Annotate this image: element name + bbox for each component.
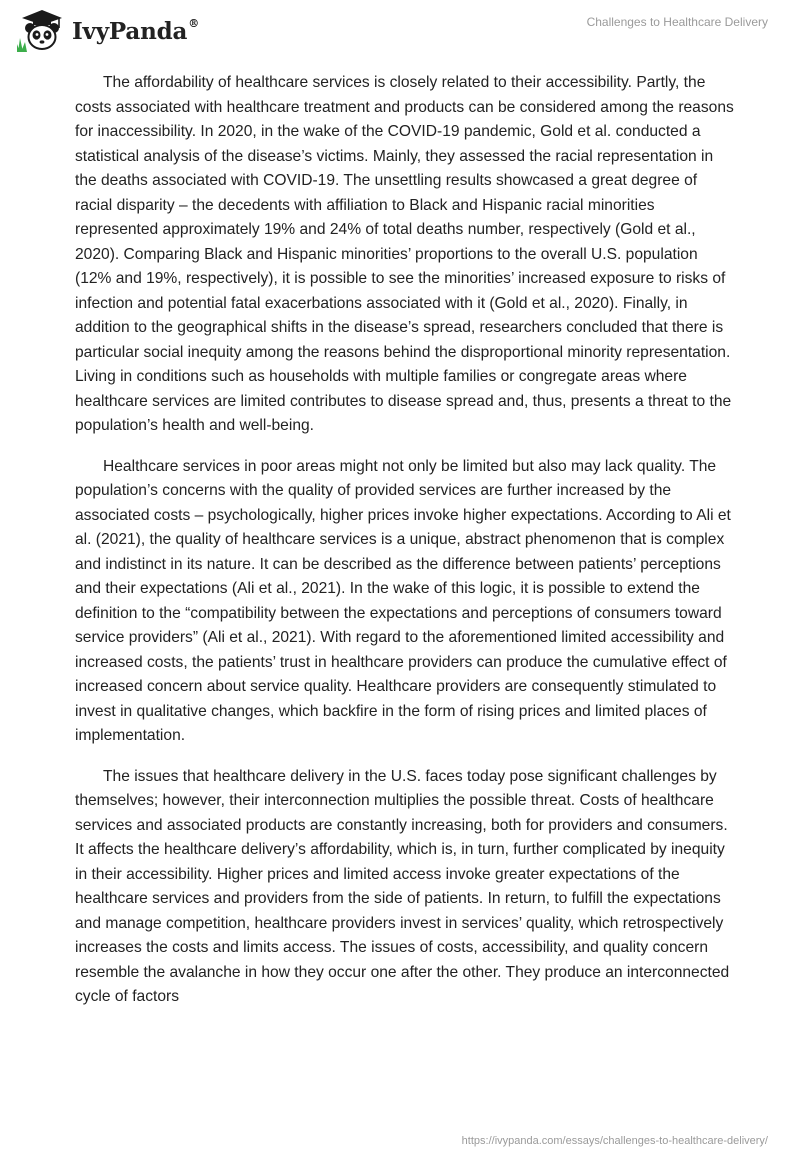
paragraph: The issues that healthcare delivery in the U.S. faces today pose significant challenges by themselves; however, their interconnection multiplies the possible threat. Costs of healthcare services and associated products are constantly increasing, both for providers and consumers. It affects the healthcare delivery’s affordability, which is, in turn, further complicated by inequity in their accessibility. Higher prices and limited access invoke greater expectations of the healthcare services and providers from the side of patients. In return, to fulfill the expectations and manage competition, healthcare providers invest in services’ quality, which retrospectively increases the costs and limits access. The issues of costs, accessibility, and quality concern resemble the avalanche in how they occur one after the other. They produce an interconnected cycle of factors	[75, 767, 730, 1005]
paragraph: The affordability of healthcare services is closely related to their accessibility. Partly, the costs associated with healthcare treatment and products can be considered among the reasons for inaccessibility. In 2020, in the wake of the COVID-19 pandemic, Gold et al. conducted a statistical analysis of the disease’s victims. Mainly, they assessed the racial representation in the deaths associated with COVID-19. The unsettling results showcased a great degree of racial disparity – the decedents with affiliation to Black and Hispanic racial minorities represented approximately 19% and 24% of total deaths number, respectively (Gold et al., 2020). Comparing Black and Hispanic minorities’ proportions to the overall U.S. population (12% and 19%, respectively), it is possible to see the minorities’ increased exposure to risks of infection and potential fatal exacerbations associated with it (Gold et al., 2020). Finally, in addition to the geographical shifts in the disease’s spread, researchers concluded that there is particular social inequity among the reasons behind the disproportional minority representation. Living in conditions such as households with multiple families or congregate areas where healthcare services are limited contributes to disease spread and, thus, presents a threat to the population’s health and well-being.	[75, 74, 734, 434]
brand-name: IvyPanda®	[72, 16, 199, 45]
brand-logo[interactable]	[16, 8, 199, 52]
page-header	[0, 0, 800, 60]
source-url[interactable]: https://ivypanda.com/essays/challenges-to-healthcare-delivery/	[461, 1135, 768, 1147]
registered-mark: ®	[188, 16, 199, 30]
paragraph: Healthcare services in poor areas might not only be limited but also may lack quality. The population’s concerns with the quality of provided services are further increased by the associated costs – psychologically, higher prices invoke higher expectations. According to Ali et al. (2021), the quality of healthcare services is a unique, abstract phenomenon that is complex and indistinct in its nature. It can be described as the difference between patients’ perceptions and their expectations (Ali et al., 2021). In the wake of this logic, it is possible to extend the definition to the “compatibility between the expectations and perceptions of consumers toward service providers” (Ali et al., 2021). With regard to the aforementioned limited accessibility and increased costs, the patients’ trust in healthcare providers can produce the cumulative effect of increased concern about service quality. Healthcare providers are consequently stimulated to invest in qualitative changes, which backfire in the form of rising prices and limited places of implementation.	[75, 457, 731, 744]
essay-body	[75, 71, 735, 1026]
document-title: Challenges to Healthcare Delivery	[586, 15, 768, 29]
panda-graduation-cap-icon	[16, 8, 66, 52]
